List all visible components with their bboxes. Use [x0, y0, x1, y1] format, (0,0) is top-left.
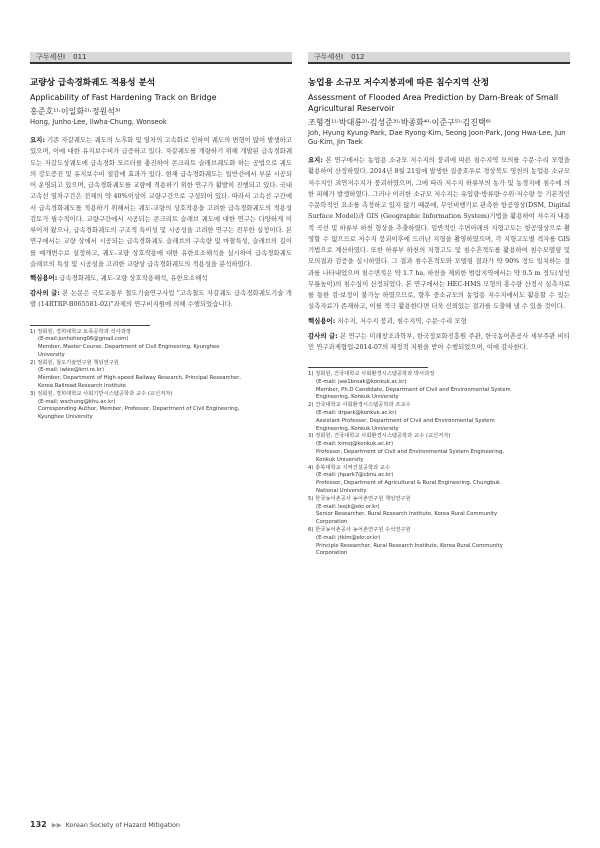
- footnote-divider: [308, 367, 428, 368]
- footnote-affiliation: 2) 정회원, 철도기술연구원 책임연구원: [30, 359, 119, 366]
- footnote-affiliation: 1) 정회원, 건국대학교 사회환경시스템공학과 박사과정: [308, 371, 435, 377]
- keywords-text: 급속경화궤도, 궤도-교량 상호작용해석, 유한요소해석: [59, 274, 208, 282]
- footnotes: [30, 329, 292, 423]
- session-header: [30, 52, 292, 64]
- footnote: [308, 465, 570, 496]
- footnote-line: Principle Researcher, Rural Research Institute, Korea Rural Community: [316, 542, 503, 549]
- keywords: [30, 273, 292, 284]
- abstract-text: 본 연구에서는 농업용 소규모 저수지의 붕괴에 따른 침수지역 모의를 수문·수리 모형을 활용하여 산정하였다. 2014년 8월 21일에 발생한 집중호우로 경상북도 영천의 농업용 소규모 저수지인 괴연저수지가 붕괴하였으며, 그에 따라 저수지 하류부의 농가 및 농경지에 침수에 의한 피해가 발생하였다. 그러나 이러한 소규모 저수지는 유입량·방류량·수위·저수량 등 기본적인 수문학적인 요소를 측정하고 있지 않기 때문에, 무인비행기로 관측한 항공영상(DSM, Digital Surface Model)과 GIS (Geographic Information System)기법을 활용하여 저수지 내용적 곡선 및 하류부 하천 형상을 추출하였다. 일반적인 수면아래의 지형고도는 항공영상으로 촬영할 수 없으므로 저수지 붕괴이후에 드러난 지형을 촬영하였으며, 각 지형고도별 격자를 GIS기법으로 계산하였다. 또한 하류부 하천의 지형고도 및 침수흔적도를 활용하여 침수모델링 및 모의결과 검증을 실시하였다. 그 결과 침수흔적도와 모델링 결과가 약 90% 정도 일치하는 결과를 나타내었으며 침수면적은 약 1.7 ha, 하천을 제외한 범람지역에서는 약 0.5 m 정도(성인 무릎높이)의 침수심이 산정되었다. 본 연구에서는 HEC-HMS 모형의 홍수량 산정시 실측자료를 통한 검·보정이 불가능 하였으므로, 향후 중소규모의 농업용 저수지에서도 활용할 수 있는 실측자료가 존재하고, 이를 적극 활용한다면 더욱 신뢰있는 결과를 도출해 낼 수 있을 것이다.: [308, 156, 570, 311]
- keywords-label: 핵심용어:: [308, 316, 336, 325]
- footnote-line: Engineering, Konkuk University: [316, 394, 399, 401]
- footnote: [30, 329, 292, 360]
- keywords-text: 저수지, 저수지 붕괴, 침수지역, 수문·수리 모형: [337, 316, 467, 325]
- footnote: [30, 360, 292, 391]
- ack-label: 감사의 글:: [30, 289, 60, 297]
- title-korean: 교량상 급속경화궤도 적용성 분석: [30, 78, 156, 88]
- journal-name: Korean Society of Hazard Mitigation: [65, 820, 180, 829]
- footnote-line: (E-mail: drpark@konkuk.ac.kr): [316, 409, 397, 416]
- authors-korean: 홍준호¹⁾·이일화²⁾·정원석³⁾: [30, 107, 121, 116]
- footnote-line: Senior Researcher, Rural Research Institute, Korea Rural Community: [316, 511, 498, 518]
- footnote-line: Konkuk University: [316, 456, 364, 463]
- footnote-line: (E-mail: leejk@ekr.or.kr): [316, 503, 380, 510]
- session-header: [308, 52, 570, 64]
- footnote: [308, 371, 570, 402]
- footnote-line: (E-mail:junhohong06@gmail.com): [38, 336, 129, 343]
- footnote-line: Member, Department of High-speed Railway Research, Principal Researcher,: [38, 375, 241, 382]
- page-footer: [30, 820, 180, 829]
- ack-text: 본 논문은 국토교통부 철도기술연구사업 "고속철도 자갈궤도 급속경화궤도기술 개발 (14RTRP-B065581-02)"과제의 연구비지원에 의해 수행되었습니다.: [30, 289, 292, 309]
- footnote-line: (E-mail: jhpark7@cbnu.ac.kr): [316, 472, 394, 479]
- abstract: [30, 135, 292, 270]
- keywords: [308, 316, 570, 327]
- footnote-line: Korea Railroad Research Institute: [38, 383, 127, 390]
- footnote-affiliation: 6) 한국농어촌공사 농어촌연구원 수석연구원: [308, 526, 411, 533]
- footnote-line: Engineering, Konkuk University: [316, 425, 399, 432]
- footnote: [308, 402, 570, 433]
- abstract-text: 기존 자갈궤도는 궤도의 노후화 및 열차의 고속화로 인하여 궤도의 변형이 많이 발생하고 있으며, 이에 대한 유지보수비가 급증하고 있다. 자갈궤도를 개량하기 위해 개발된 급속경화궤도는 자갈도상궤도에 급속경화 모르터를 충진하여 콘크리트 슬래브궤도화 하는 공법으로 궤도의 강도증진 및 유지보수비 절감에 효과가 있다. 현재 급속경화궤도는 일반선에서 부분 시공되어 운영되고 있으며, 급속경화궤도를 교량에 적용하기 위한 연구가 활발히 진행되고 있다. 국내 고속선 열차구간은 전체의 약 40%이상이 교량구간으로 구성되어 있다. 따라서 고속선 구간에서 급속경화궤도를 적용하기 위해서는 궤도-교량의 상호작용을 고려한 급속경화궤도의 적용성 검토가 필수적이다. 교량구간에서 시공되는 콘크리트 슬래브 궤도에 대한 연구는 다양하게 이루어져 왔으나, 급속경화궤도의 구조적 특이성 및 시공성을 고려한 연구는 전무한 실정이다. 본 연구에서는 교량 상에서 시공되는 급속경화궤도 슬래브의 구속량 및 마찰특성, 슬래브의 길이를 매개변수로 설정하고, 궤도-교량 상호작용에 대한 유한요소해석을 실시하여 급속경화궤도 슬래브의 특성 및 시공성을 고려한 교량상 급속경화궤도의 적용성을 분석하였다.: [30, 136, 292, 268]
- authors-english: Joh, Hyung Kyung·Park, Dae Ryong·Kim, Seong Joon·Park, Jong Hwa·Lee, Jun Gu·Kim, Jin Taek: [308, 129, 566, 146]
- keywords-label: 핵심용어:: [30, 274, 58, 282]
- footnote: [308, 433, 570, 464]
- footnote-line: (E-mail: wschung@khu.ac.kr): [38, 398, 116, 405]
- page-number: 132: [30, 820, 47, 829]
- authors-english: Hong, Junho·Lee, Ilwha·Chung, Wonseok: [30, 118, 167, 126]
- footnote-line: (E-mail: jaw1break@konkuk.ac.kr): [316, 378, 407, 385]
- article-left: [30, 52, 292, 422]
- authors-korean: 조형경¹⁾·박대룡²⁾·김성준³⁾·박종화⁴⁾·이준구⁵⁾·김진택⁶⁾: [308, 118, 491, 127]
- abstract: [308, 155, 570, 313]
- article-right: [308, 52, 570, 558]
- footnote-line: National University: [316, 487, 367, 494]
- title-english: Assessment of Flooded Area Prediction by Dam-Break of Small Agricultural Reservoir: [308, 93, 559, 113]
- footnote-line: Member, Master Course, Department of Civil Engineering, Kyunghee: [38, 344, 220, 351]
- arrow-icon: ▶▶: [51, 820, 62, 829]
- footnote: [308, 496, 570, 527]
- footnote-line: Professor, Department of Agricultural & Rural Engineering, Chungbuk: [316, 480, 501, 487]
- session-code: 011: [73, 53, 87, 61]
- abstract-label: 요지:: [308, 156, 323, 164]
- footnote-line: Corresponding Author, Member, Professor, Department of Civil Engineering,: [38, 406, 240, 413]
- footnote-line: Assistant Professor, Department of Civil and Environmental System: [316, 417, 495, 424]
- footnote: [308, 527, 570, 558]
- footnote-affiliation: 2) 건국대학교 사회환경시스템공학과 조교수: [308, 402, 411, 409]
- footnotes: [308, 371, 570, 558]
- acknowledgement: [308, 331, 570, 354]
- footnote-affiliation: 3) 정회원, 건국대학교 사회환경시스템공학과 교수 (교신저자): [308, 433, 451, 440]
- footnote-line: Member, Ph.D Candidate, Department of Civil and Environmental System: [316, 386, 511, 393]
- footnote-affiliation: 5) 한국농어촌공사 농어촌연구원 책임연구원: [308, 495, 411, 502]
- footnote-line: Corporation: [316, 550, 348, 557]
- footnote-line: (E-mail: kimsj@konkuk.ac.kr): [316, 441, 394, 448]
- session-label: 구두세션Ⅰ: [314, 53, 344, 61]
- footnote-divider: [30, 325, 150, 326]
- footnote-affiliation: 4) 충북대학교 지역건설공학과 교수: [308, 464, 391, 471]
- footnote-line: Professor, Department of Civil and Environmental System Engineering,: [316, 448, 505, 455]
- footnote-affiliation: 1) 정회원, 경희대학교 토목공학과 석사과정: [30, 328, 131, 335]
- title-english: Applicability of Fast Hardening Track on Bridge: [30, 93, 217, 102]
- footnote-line: (E-mail: iwlee@krri.re.kr): [38, 367, 105, 374]
- footnote-affiliation: 3) 정회원, 경희대학교 사회기반시스템공학과 교수 (교신저자): [30, 390, 173, 397]
- footnote-line: University: [38, 351, 65, 358]
- footnote: [30, 391, 292, 422]
- footnote-line: Corporation: [316, 519, 348, 526]
- ack-text: 본 연구는 미래창조과학부, 한국정보화진흥원 주관, 한국농어촌공사 세부주관 비티민 연구과제협업-2014-07의 재정적 지원을 받아 수행되었으며, 이에 감사한다.: [308, 331, 570, 351]
- abstract-label: 요지:: [30, 136, 45, 144]
- footnote-line: (E-mail: jtkim@ekr.or.kr): [316, 534, 381, 541]
- session-label: 구두세션Ⅰ: [36, 53, 66, 61]
- footnote-line: Kyunghee University: [38, 414, 93, 421]
- ack-label: 감사의 글:: [308, 331, 338, 340]
- title-korean: 농업용 소규모 저수지붕괴에 따른 침수지역 산정: [308, 78, 489, 88]
- acknowledgement: [30, 288, 292, 311]
- session-code: 012: [351, 53, 365, 61]
